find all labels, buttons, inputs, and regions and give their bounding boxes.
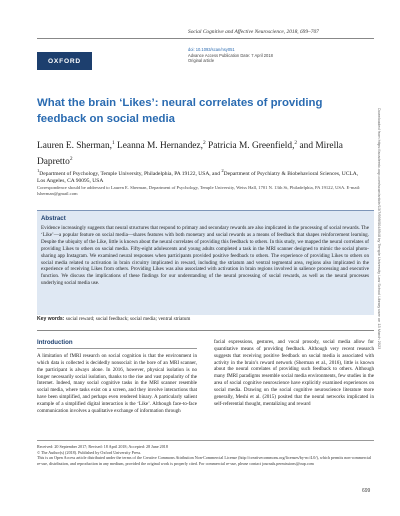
received-dates: Received: 20 September 2017; Revised: 18 April 2018; Accepted: 28 June 2018 xyxy=(37,444,168,449)
header-meta xyxy=(188,47,273,64)
author-sup: 2 xyxy=(294,140,298,146)
oxford-logo: OXFORD xyxy=(37,52,92,70)
author-list xyxy=(37,137,367,168)
keywords-label: Key words: xyxy=(37,316,65,322)
article-type: Original article xyxy=(188,58,215,64)
section-rule xyxy=(37,348,197,349)
license-text: This is an Open Access article distributed under the terms of the Creative Commons Attribution Non-Commercial License (http://creativecommons.org/licenses/by-nc/4.0/), which permits non-commercial re-use, distribution, and reproduction in any medium, provided the original work is properly cited. For commercial re-use, please contact journals.permissions@oup.com xyxy=(37,455,372,466)
copyright: © The Author(s) (2018). Published by Oxford University Press. xyxy=(37,449,142,455)
author-name: and Mirella Dapretto xyxy=(37,141,343,167)
affiliations xyxy=(37,167,367,185)
author-sup: 2 xyxy=(69,155,73,162)
author-name: Patricia M. Greenfield, xyxy=(207,141,295,152)
doi-link[interactable]: doi: 10.1093/scan/nsy051 xyxy=(188,47,235,52)
keywords-rule xyxy=(37,330,374,331)
page-number: 699 xyxy=(362,488,371,494)
author-name: Leanna M. Hernandez, xyxy=(117,141,203,152)
body-column-left: A limitation of fMRI research on social cognition is that the environment in which data is collected is decidedly nonsocial: in the bore of an MRI scanner, the participant is always alone. In 2016, however, physical isolation is no longer necessarily social isolation, thanks to the rise and vast popularity of the Internet. Indeed, many social cognitive tasks in the MRI scanner resemble social media, where tasks exist on a screen, and they involve interactions that have been simplified, and perhaps even rendered binary. A particularly salient example of a simplified digital interaction is the ‘Like’. Although face-to-face communication involves a qualitative exchange of information through xyxy=(37,353,197,414)
header-rule xyxy=(37,38,374,39)
author-name: Lauren E. Sherman, xyxy=(37,141,112,152)
affiliation-sup: 2 xyxy=(221,168,224,173)
footer xyxy=(37,444,374,466)
affiliation-text: Department of Psychiatry & Biobehavioral Sciences, UCLA, Los Angeles, CA 90095, USA xyxy=(37,170,359,185)
body-column-right: facial expressions, gestures, and vocal prosody, social media allow for quantitative means of providing feedback. Although very recent research suggests that receiving positive feedback on social media is associated with activity in the brain’s reward network (Sherman et al., 2016), little is known about the neural correlates of providing such feedback to others. Although many fMRI paradigms resemble social media environments, few studies in the area of social cognitive neuroscience have explicitly examined experiences on social media. Drawing on the social cognitive neuroscience literature more generally, Meshi et al. (2015) posited that the neural networks implicated in self-referential thought, mentalizing and reward xyxy=(214,339,374,407)
keywords xyxy=(37,316,367,323)
author-sup: 2 xyxy=(202,140,206,146)
footer-rule xyxy=(37,440,374,441)
article-title: What the brain ‘Likes’: neural correlates of providing feedback on social media xyxy=(37,97,323,125)
abstract-text: Evidence increasingly suggests that neural structures that respond to primary and secondary rewards are also implicated in the processing of social rewards. The ‘Like’—a popular feature on social media—shares features with both monetary and social rewards as a means of feedback that shapes reinforcement learning. Despite the ubiquity of the Like, little is known about the neural correlates of providing this feedback to others. In this study, we mapped the neural correlates of providing Likes to others on social media. Fifty-eight adolescents and young adults completed a task in the MRI scanner designed to mimic the social photo-sharing app Instagram. We examined neural responses when participants provided positive feedback to others. The experience of providing Likes to others on social media related to activation in brain circuitry implicated in reward, including the striatum and ventral tegmental area, regions also implicated in the experience of receiving Likes from others. Providing Likes was also associated with activation in brain regions involved in salience processing and executive function. We discuss the implications of these findings for our understanding of the neural processing of social rewards, as well as the neural processes underlying social media use. xyxy=(41,225,369,287)
affiliation-text: Department of Psychology, Temple University, Philadelphia, PA 19122, USA, and xyxy=(39,170,220,177)
download-side-note: Downloaded from https://academic.oup.com/scan/article/13/7/699/5048948 by Temple University Law School Library user on 13 March 2023 xyxy=(377,108,382,350)
journal-citation: Social Cognitive and Affective Neuroscience, 2018, 699–707 xyxy=(188,29,319,35)
author-sup: 1 xyxy=(111,140,115,146)
section-heading-introduction: Introduction xyxy=(37,339,73,346)
abstract-heading: Abstract xyxy=(41,215,66,222)
keywords-text: social reward; social feedback; social media; ventral striatum xyxy=(65,316,191,322)
correspondence-note: Correspondence should be addressed to Lauren E. Sherman, Department of Psychology, Temple University, Weiss Hall, 1701 N. 13th St, Philadelphia, PA 19122, USA. E-mail: lsherman@gmail.com xyxy=(37,185,361,196)
affiliation-sup: 1 xyxy=(37,168,40,173)
publication-date: Advance Access Publication Date: 7 April 2018 xyxy=(188,52,273,58)
